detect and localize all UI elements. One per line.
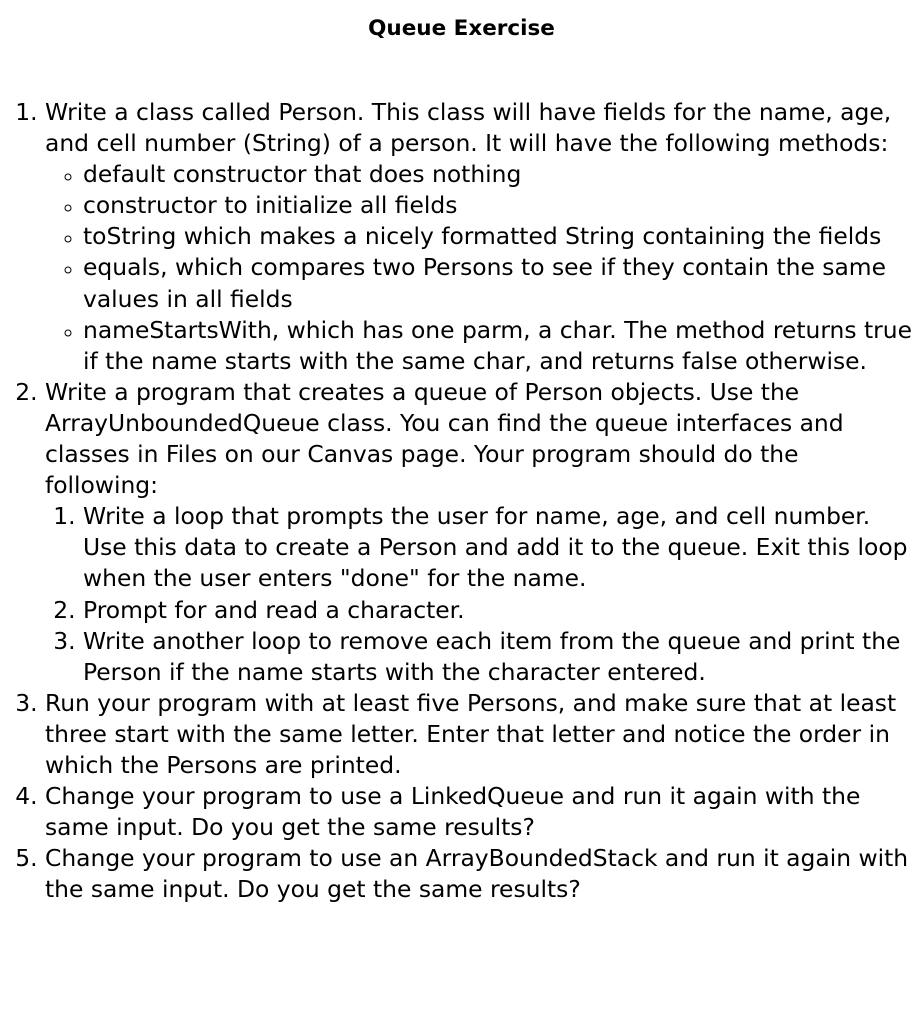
sub-list-item: 2. Prompt for and read a character.: [83, 595, 915, 626]
sub-list-item: ◦ equals, which compares two Persons to see if they contain the same values in all fields: [83, 252, 915, 314]
list-item-text: Change your program to use a LinkedQueue and run it again with the same input. Do you get the same results?: [45, 782, 861, 842]
list-item: [45, 843, 915, 905]
steps-list: [45, 501, 915, 688]
sub-list-item: 1. Write a loop that prompts the user for name, age, and cell number. Use this data to create a Person and add it to the queue. Exit this loop when the user enters "done" for the name.: [83, 501, 915, 594]
sub-list-item: ◦ default constructor that does nothing: [83, 159, 915, 190]
list-item: [45, 688, 915, 781]
sub-list-item: ◦ toString which makes a nicely formatted String containing the fields: [83, 221, 915, 252]
sub-list-item: ◦ constructor to initialize all fields: [83, 190, 915, 221]
sub-list-item: ◦ nameStartsWith, which has one parm, a char. The method returns true if the name starts with the same char, and returns false otherwise.: [83, 315, 915, 377]
exercise-list: [0, 97, 915, 905]
list-item: [45, 781, 915, 843]
method-list: [45, 159, 915, 377]
sub-list-item: 3. Write another loop to remove each item from the queue and print the Person if the name starts with the character entered.: [83, 626, 915, 688]
list-item-text: Change your program to use an ArrayBoundedStack and run it again with the same input. Do you get the same results?: [45, 844, 909, 904]
list-item-text: Run your program with at least five Persons, and make sure that at least three start with the same letter. Enter that letter and notice the order in which the Persons are printed.: [45, 688, 897, 779]
list-item: [45, 97, 915, 377]
list-item-text: Write a class called Person. This class will have fields for the name, age, and cell number (String) of a person. It will have the following methods:: [45, 98, 892, 158]
page-title: Queue Exercise: [368, 16, 555, 41]
list-item-text: Write a program that creates a queue of Person objects. Use the ArrayUnboundedQueue class. You can find the queue interfaces and classes in Files on our Canvas page. Your program should do the following:: [45, 377, 844, 500]
list-item: [45, 377, 915, 688]
